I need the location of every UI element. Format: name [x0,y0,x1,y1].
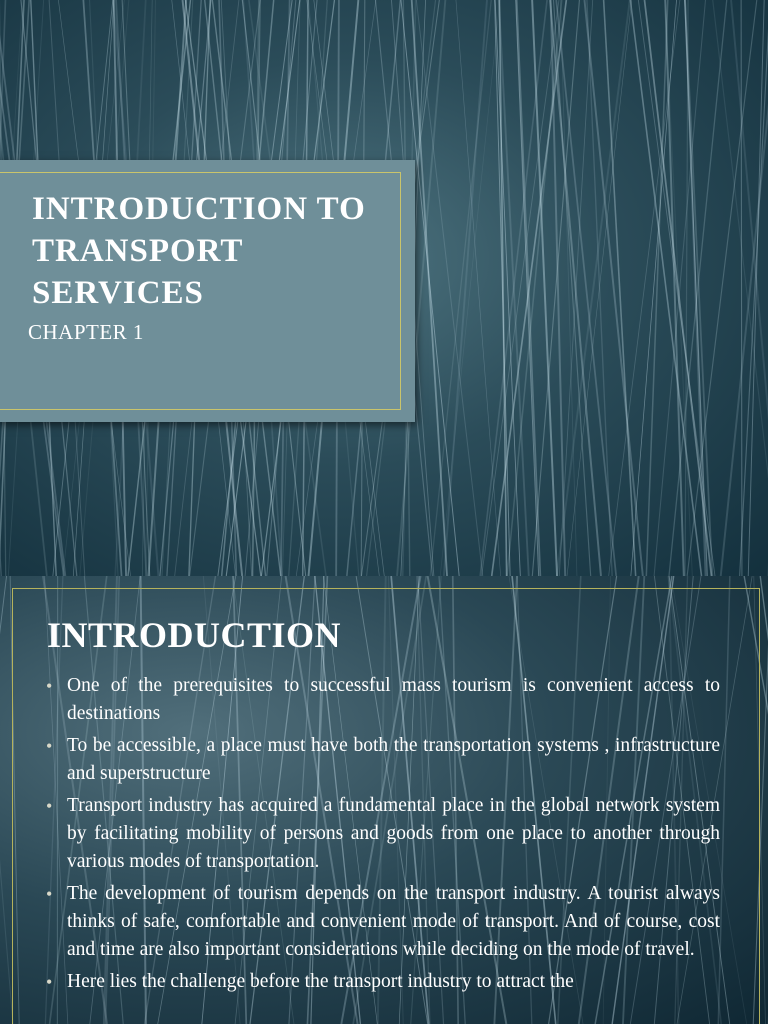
bullet-icon: • [46,884,53,904]
bullet-text: The development of tourism depends on the transport industry. A tourist always thinks of safe, comfortable and convenient mode of transport. And of course, cost and time are also important considerations while deciding on the mode of travel. [67,883,720,960]
bullet-text: One of the prerequisites to successful mass tourism is convenient access to destinations [67,675,720,724]
bullet-text: Transport industry has acquired a fundamental place in the global network system by facilitating mobility of persons and goods from one place to another through various modes of transportation. [67,795,720,872]
bullet-text: Here lies the challenge before the transport industry to attract the [67,971,574,992]
bullet-icon: • [46,796,53,816]
bullet-list [47,672,720,1000]
slide-title: INTRODUCTION TO TRANSPORT SERVICES [32,191,366,311]
slide-subtitle: CHAPTER 1 [28,320,144,344]
bullet-item [47,880,720,964]
bullet-icon: • [46,972,53,992]
bullet-icon: • [46,676,53,696]
bullet-item [47,968,720,996]
content-heading: INTRODUCTION [47,615,342,655]
bullet-icon: • [46,736,53,756]
bullet-item [47,792,720,876]
bullet-item [47,732,720,788]
bullet-item [47,672,720,728]
bullet-text: To be accessible, a place must have both the transportation systems , infrastructure and superstructure [67,735,720,784]
